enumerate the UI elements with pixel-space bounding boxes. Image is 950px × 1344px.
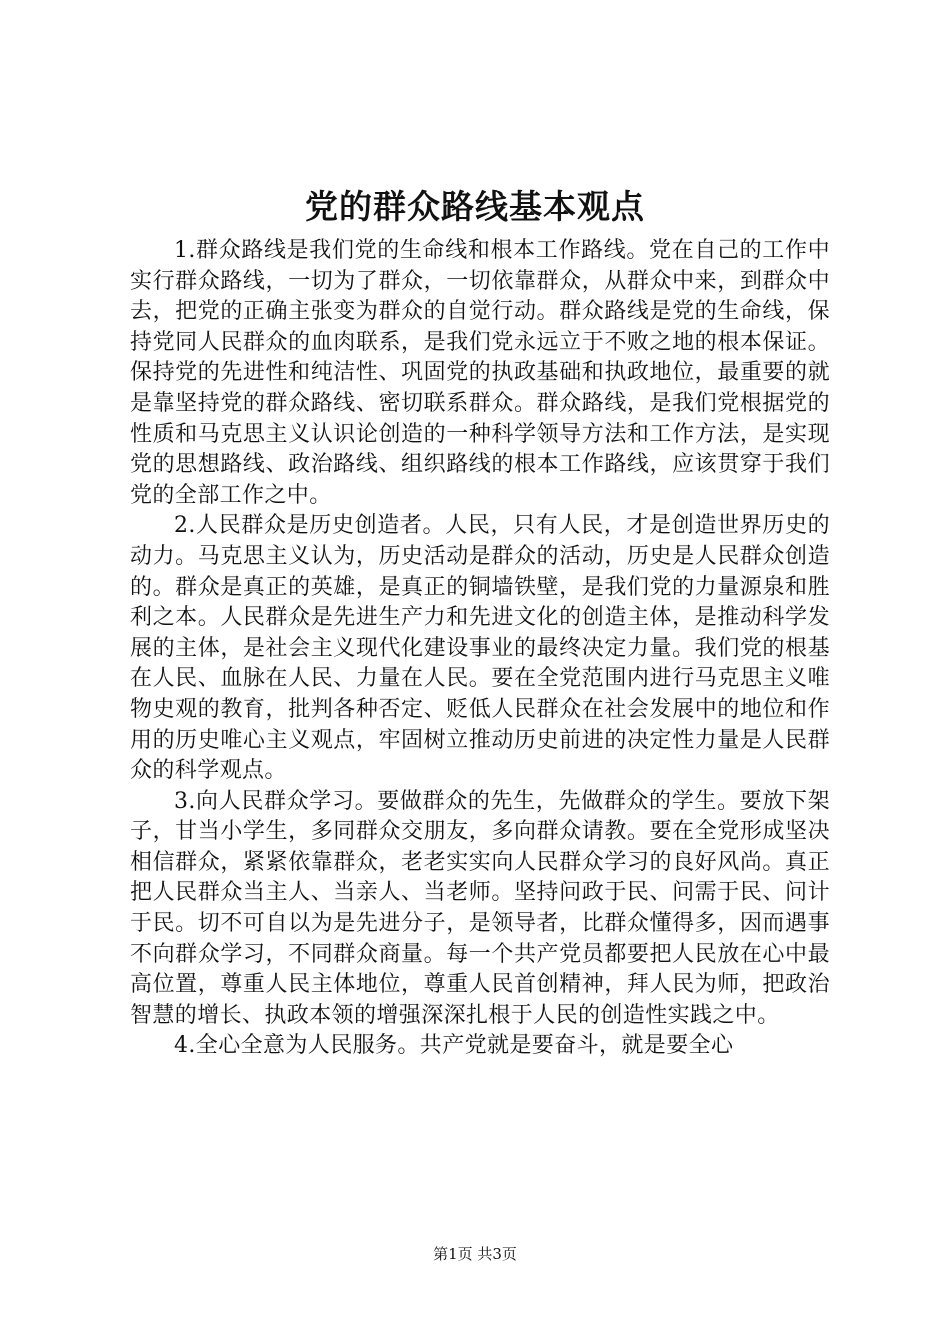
paragraph-2: 2.人民群众是历史创造者。人民，只有人民，才是创造世界历史的动力。马克思主义认为，历史活动是群众的活动，历史是人民群众创造的。群众是真正的英雄，是真正的铜墙铁壁，是我们党的力量源泉和胜利之本。人民群众是先进生产力和先进文化的创造主体，是推动科学发展的主体，是社会主义现代化建设事业的最终决定力量。我们党的根基在人民、血脉在人民、力量在人民。要在全党范围内进行马克思主义唯物史观的教育，批判各种否定、贬低人民群众在社会发展中的地位和作用的历史唯心主义观点，牢固树立推动历史前进的决定性力量是人民群众的科学观点。 [130,513,830,784]
paragraph-1: 1.群众路线是我们党的生命线和根本工作路线。党在自己的工作中实行群众路线，一切为了群众，一切依靠群众，从群众中来，到群众中去，把党的正确主张变为群众的自觉行动。群众路线是党的生命线，保持党同人民群众的血肉联系，是我们党永远立于不败之地的根本保证。保持党的先进性和纯洁性、巩固党的执政基础和执政地位，最重要的就是靠坚持党的群众路线、密切联系群众。群众路线，是我们党根据党的性质和马克思主义认识论创造的一种科学领导方法和工作方法，是实现党的思想路线、政治路线、组织路线的根本工作路线，应该贯穿于我们党的全部工作之中。 [130,238,830,508]
document-body [130,236,830,1062]
paragraph-4: 4.全心全意为人民服务。共产党就是要奋斗，就是要全心 [174,1033,734,1059]
document-title: 党的群众路线基本观点 [305,187,645,226]
page-footer: 第1页 共3页 [433,1245,517,1263]
paragraph-3: 3.向人民群众学习。要做群众的先生，先做群众的学生。要放下架子，甘当小学生，多同群众交朋友，多向群众请教。要在全党形成坚决相信群众，紧紧依靠群众，老老实实向人民群众学习的良好风尚。真正把人民群众当主人、当亲人、当老师。坚持问政于民、问需于民、问计于民。切不可自以为是先进分子，是领导者，比群众懂得多，因而遇事不向群众学习，不同群众商量。每一个共产党员都要把人民放在心中最高位置，尊重人民主体地位，尊重人民首创精神，拜人民为师，把政治智慧的增长、执政本领的增强深深扎根于人民的创造性实践之中。 [130,788,830,1028]
